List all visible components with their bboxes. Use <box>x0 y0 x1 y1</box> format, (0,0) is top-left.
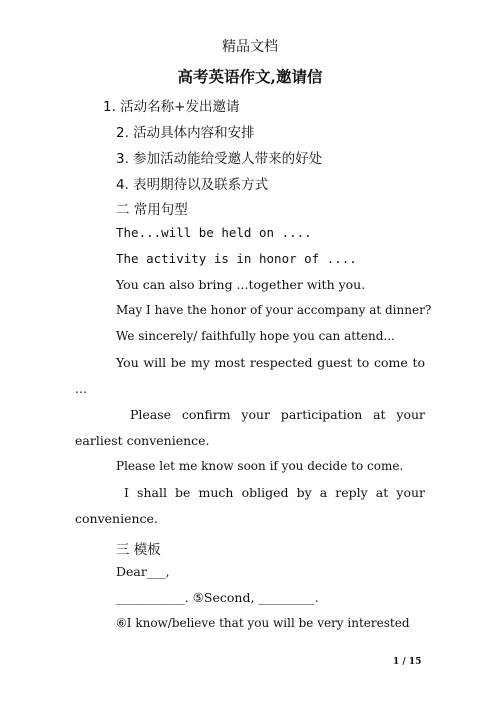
page-number: 1 / 15 <box>393 657 422 667</box>
sentence-7-line-2: earliest convenience. <box>75 433 210 448</box>
page-header: 精品文档 <box>222 39 278 55</box>
sentence-6-line-1: You will be my most respected guest to come to <box>116 355 425 370</box>
sentence-4: May I have the honor of your accompany at dinner? <box>116 303 432 317</box>
sentence-7-line-1: Please confirm your participation at your <box>130 407 425 422</box>
document-title: 高考英语作文,邀请信 <box>177 67 323 86</box>
template-salutation: Dear___, <box>116 564 170 579</box>
sentence-9-line-2: convenience. <box>75 511 158 526</box>
sentence-8: Please let me know soon if you decide to come. <box>116 459 404 473</box>
outline-item-2: 2. 活动具体内容和安排 <box>116 125 255 141</box>
sentence-9-line-1: I shall be much obliged by a reply at your <box>124 485 425 500</box>
sentence-1: The...will be held on .... <box>116 225 312 240</box>
section-heading-sentences: 二 常用句型 <box>116 202 188 218</box>
sentence-6-line-2: ... <box>75 381 87 396</box>
sentence-5: We sincerely/ faithfully hope you can attend... <box>116 329 395 343</box>
outline-item-3: 3. 参加活动能给受邀人带来的好处 <box>116 151 323 167</box>
template-line-6: ⑥I know/believe that you will be very interested <box>116 616 410 630</box>
sentence-2: The activity is in honor of .... <box>116 251 357 266</box>
outline-item-1: 1. 活动名称+发出邀请 <box>103 99 240 115</box>
outline-item-4: 4. 表明期待以及联系方式 <box>116 177 269 193</box>
section-heading-template: 三 模板 <box>116 542 161 558</box>
sentence-3: You can also bring ...together with you. <box>116 277 366 292</box>
template-blank-line: ___________. ⑤Second, _________. <box>116 590 319 605</box>
